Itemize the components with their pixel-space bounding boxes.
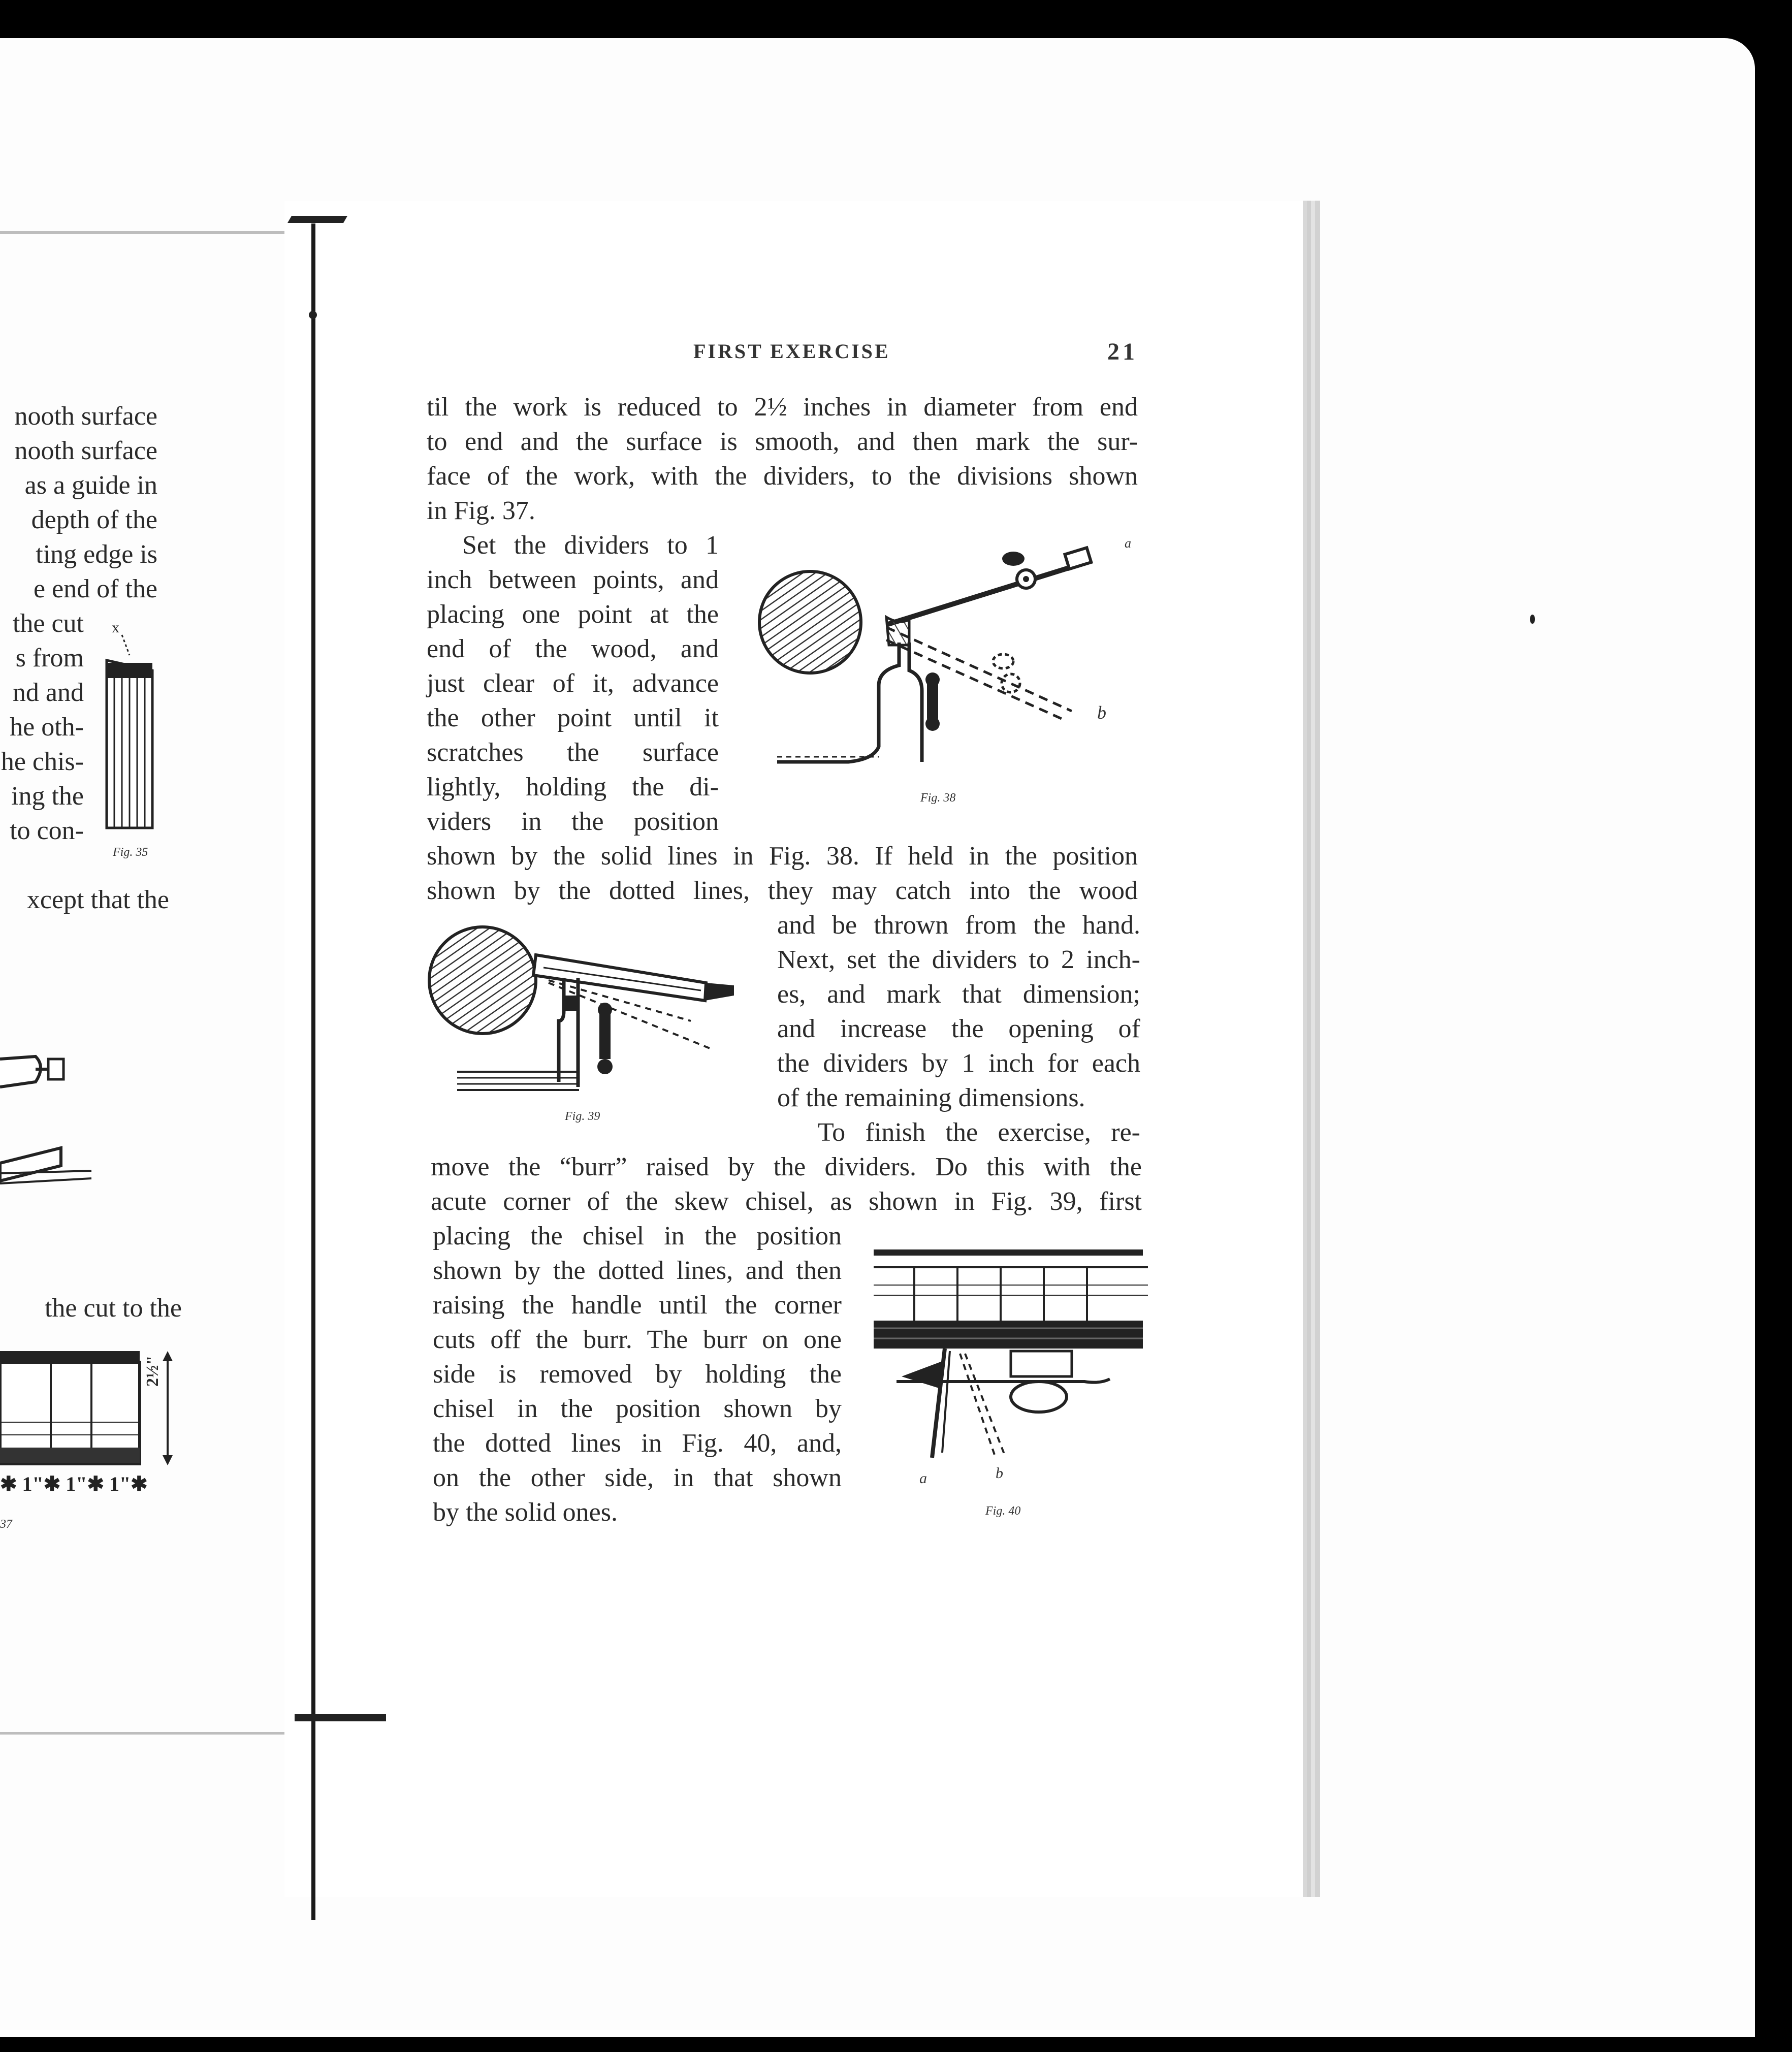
fig-38-illustration [747,533,1143,818]
text-line: chisel in the position shown by [433,1394,842,1423]
fig-39-caption: Fig. 39 [565,1110,600,1123]
text-line: just clear of it, advance [427,669,719,698]
text-line: nooth surface [14,436,157,465]
text-line: and increase the opening of [777,1014,1140,1043]
wood-end-circle [759,571,861,673]
fig-37-illustration [0,1346,193,1493]
left-page-text-bottom [45,1291,182,1326]
paragraph-3-wrapped [433,1219,842,1530]
text-line: ing the [11,782,84,811]
running-head: FIRST EXERCISE [693,340,890,363]
text-line: he oth- [10,713,84,742]
text-line: nooth surface [14,402,157,431]
fig-38-caption: Fig. 38 [920,791,956,805]
paragraph-2-right [777,908,1140,1115]
fig-40-label-a: a [919,1470,927,1487]
text-line: scratches the surface [427,738,719,767]
paragraph-3-right [818,1115,1140,1150]
fig-37-dimensions: ✱ 1"✱ 1"✱ 1"✱ [0,1472,148,1495]
text-line: the cut to the [44,1294,182,1323]
spine-bottom-tab [295,1714,386,1721]
fig-37-height-label: 2½" [143,1355,162,1387]
fig-38-label-b: b [1097,702,1106,723]
text-line: e end of the [33,574,157,603]
left-page-edge [0,231,315,234]
text-line: s from [15,644,84,672]
binding-dot [309,311,317,319]
text-line: the cut [12,609,84,638]
text-line: es, and mark that dimension; [777,980,1140,1009]
chisel-solid [533,955,706,1001]
text-line: ting edge is [36,540,157,569]
text-line: placing one point at the [427,600,719,629]
fig-36-fragment [0,1046,97,1194]
text-line: as a guide in [24,471,157,500]
text-line: end of the wood, and [427,634,719,663]
text-line: shown by the solid lines in Fig. 38. If held in the position [427,842,1138,871]
fig-38-label-a: a [1125,536,1131,551]
text-line: move the “burr” raised by the dividers. Do this with the [431,1152,1142,1181]
text-line: to end and the surface is smooth, and then mark the sur- [427,427,1138,456]
divider-dotted-arm [886,627,1072,711]
text-line: xcept that the [26,885,169,914]
chisel-dotted [960,1354,996,1458]
text-line: inch between points, and [427,565,719,594]
text-line: viders in the position [427,807,719,836]
text-line: in Fig. 37. [427,496,535,525]
text-line: To finish the exercise, re- [818,1118,1140,1147]
fig-37-caption: 37 [0,1518,12,1531]
text-line: acute corner of the skew chisel, as shown in Fig. 39, first [431,1187,1142,1216]
left-page-text-top [14,399,157,606]
text-line: on the other side, in that shown [433,1463,842,1492]
text-line: the other point until it [427,703,719,732]
text-line: Next, set the dividers to 2 inch- [777,945,1140,974]
wood-end-circle [429,927,536,1034]
paragraph-1 [427,390,1138,528]
paragraph-3-full [431,1150,1142,1219]
text-line: cuts off the burr. The burr on one [433,1325,842,1354]
text-line: depth of the [31,505,157,534]
text-line: Set the dividers to 1 [462,531,719,560]
text-line: and be thrown from the hand. [777,911,1140,940]
text-line: nd and [12,678,84,707]
text-line: lightly, holding the di- [427,773,719,801]
fig-35-mark: x [112,619,119,636]
fig-35-illustration [102,615,168,838]
text-line: shown by the dotted lines, they may catch into the wood [427,876,1138,905]
text-line: he chis- [1,747,84,776]
page-number: 21 [1107,338,1138,365]
fig-40-illustration [871,1244,1156,1498]
text-line: til the work is reduced to 2½ inches in diameter from end [427,393,1138,422]
text-line: of the remaining dimensions. [777,1083,1085,1112]
book-spine [311,223,315,1920]
divider-solid-arm [886,564,1082,625]
text-line: raising the handle until the corner [433,1291,842,1320]
left-page-text-wrap [0,606,84,848]
fig-40-label-b: b [996,1465,1003,1482]
fig-35-caption: Fig. 35 [113,846,148,859]
text-line: by the solid ones. [433,1498,618,1527]
fig-39-illustration [427,919,752,1112]
text-line: side is removed by holding the [433,1360,842,1389]
paragraph-2-wrapped [427,528,719,839]
left-page-text-line [27,883,169,917]
text-line: shown by the dotted lines, and then [433,1256,842,1285]
text-line: the dotted lines in Fig. 40, and, [433,1429,842,1458]
scan-speck [1530,615,1535,624]
left-page-bottom-edge [0,1732,315,1735]
text-line: placing the chisel in the position [433,1222,842,1251]
text-line: to con- [10,816,84,845]
spine-top-tab [287,216,347,223]
text-line: face of the work, with the dividers, to the divisions shown [427,462,1138,491]
fig-40-caption: Fig. 40 [985,1504,1021,1518]
paragraph-2-full [427,839,1138,908]
text-line: the dividers by 1 inch for each [777,1049,1140,1078]
